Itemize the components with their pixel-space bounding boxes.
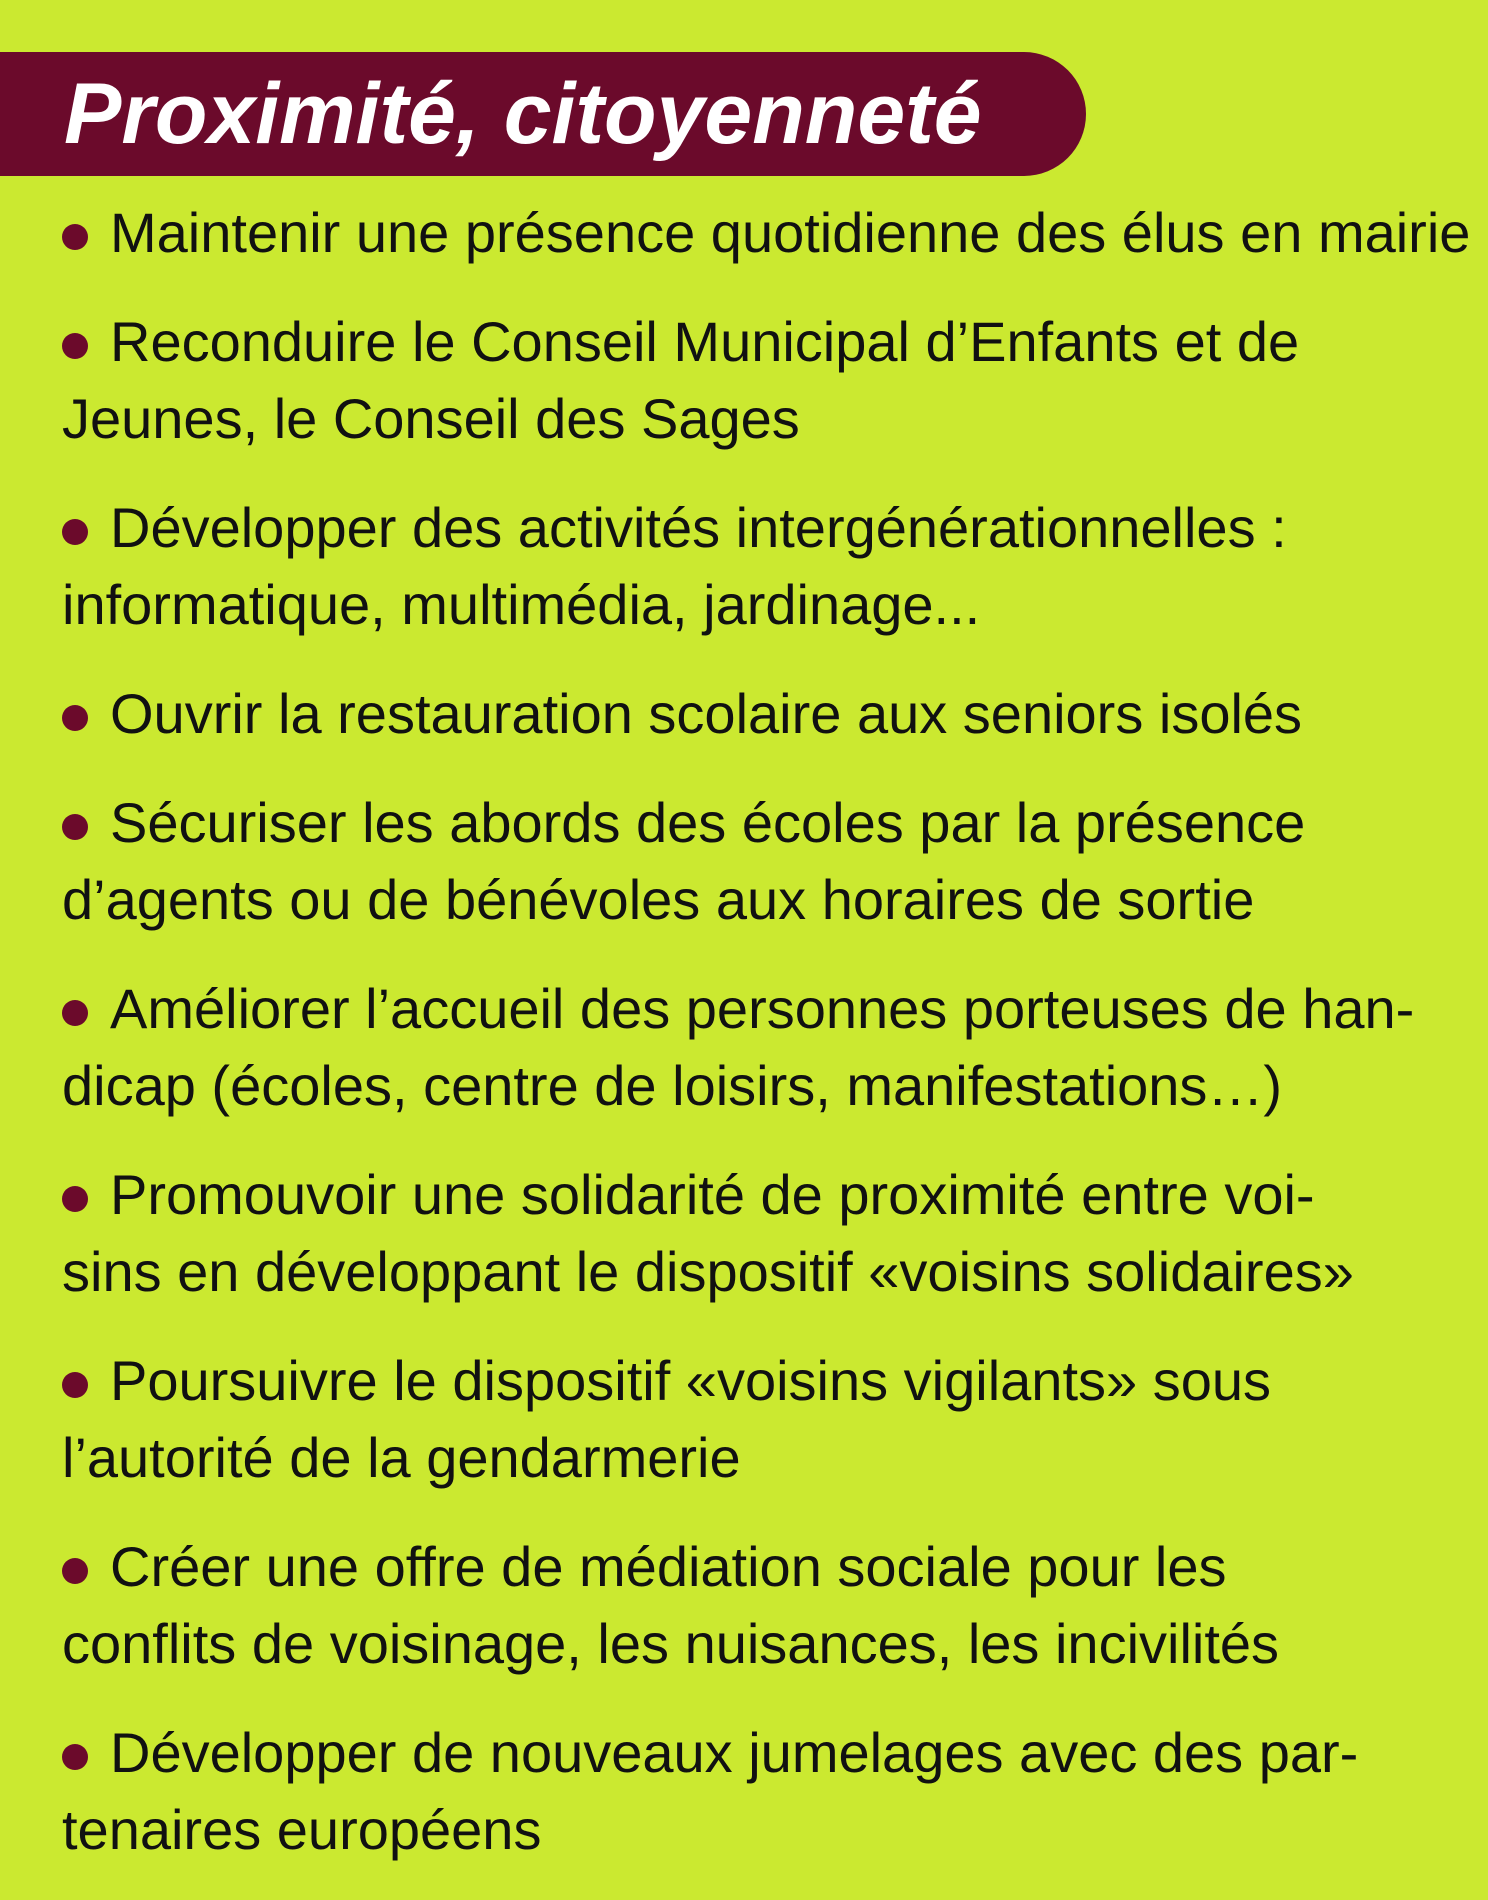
list-item-text: Améliorer l’accueil des personnes porteuses de han- dicap (écoles, centre de loisirs, manifestations…) [62, 977, 1415, 1117]
list-item [62, 489, 1472, 643]
list-item [62, 303, 1472, 457]
list-item-text: Poursuivre le dispositif «voisins vigilants» sous l’autorité de la gendarmerie [62, 1349, 1271, 1489]
list-item-text: Ouvrir la restauration scolaire aux seniors isolés [110, 682, 1303, 745]
bullet-icon [62, 1372, 88, 1398]
bullet-icon [62, 224, 88, 250]
list-item [62, 194, 1472, 271]
list-item-text: Sécuriser les abords des écoles par la présence d’agents ou de bénévoles aux horaires de sortie [62, 791, 1306, 931]
bullet-icon [62, 1000, 88, 1026]
bullet-icon [62, 705, 88, 731]
list-item-text: Créer une offre de médiation sociale pour les conflits de voisinage, les nuisances, les incivilités [62, 1535, 1280, 1675]
list-item-text: Développer des activités intergénérationnelles : informatique, multimédia, jardinage... [62, 496, 1287, 636]
program-list [62, 194, 1472, 1900]
list-item-text: Reconduire le Conseil Municipal d’Enfants et de Jeunes, le Conseil des Sages [62, 310, 1300, 450]
list-item [62, 784, 1472, 938]
list-item [62, 1528, 1472, 1682]
page-title: Proximité, citoyenneté [64, 66, 982, 162]
list-item [62, 970, 1472, 1124]
list-item-text: Promouvoir une solidarité de proximité entre voi- sins en développant le dispositif «voisins solidaires» [62, 1163, 1354, 1303]
bullet-icon [62, 1558, 88, 1584]
bullet-icon [62, 333, 88, 359]
bullet-icon [62, 519, 88, 545]
bullet-icon [62, 814, 88, 840]
list-item [62, 675, 1472, 752]
list-item [62, 1156, 1472, 1310]
list-item [62, 1714, 1472, 1868]
list-item-text: Développer de nouveaux jumelages avec des par- tenaires européens [62, 1721, 1359, 1861]
bullet-icon [62, 1744, 88, 1770]
title-banner [0, 52, 1086, 176]
list-item [62, 1342, 1472, 1496]
list-item-text: Maintenir une présence quotidienne des élus en mairie [110, 201, 1471, 264]
bullet-icon [62, 1186, 88, 1212]
